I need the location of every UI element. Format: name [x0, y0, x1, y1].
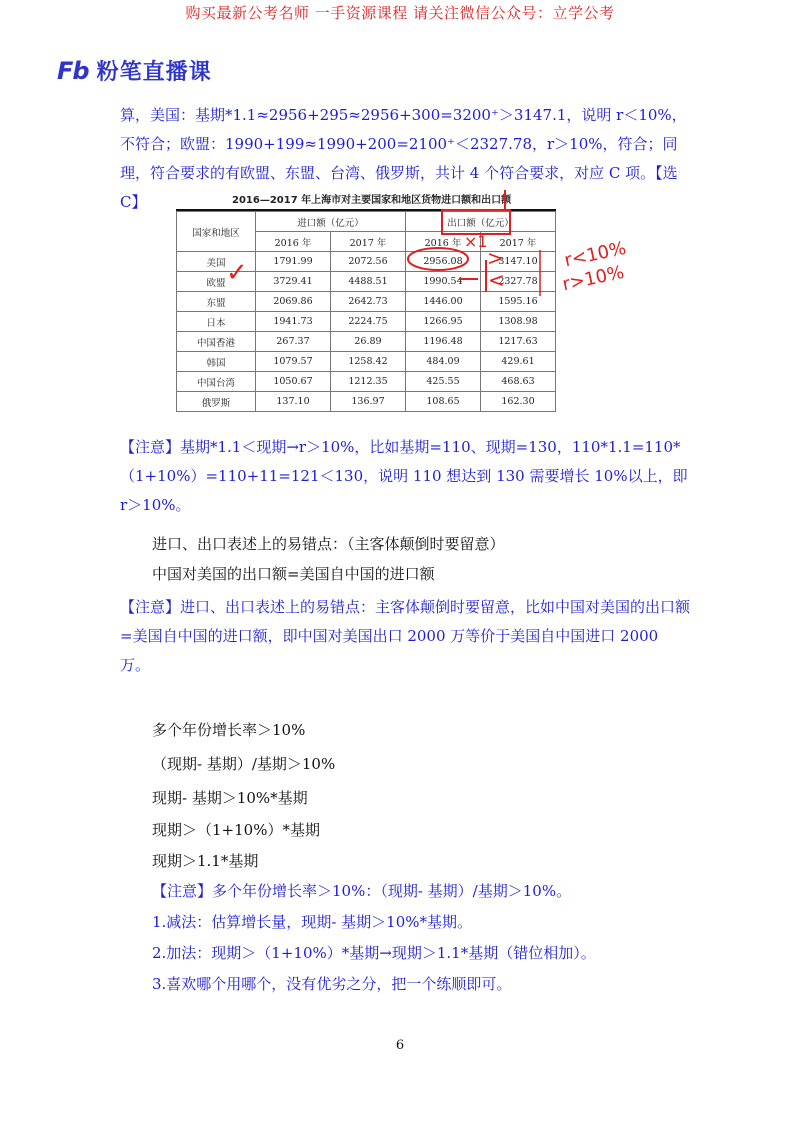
check-icon: ✓ — [226, 258, 248, 288]
year-header: 2017 年 — [481, 232, 556, 252]
value-cell: 1266.95 — [406, 312, 481, 332]
value-cell: 3729.41 — [256, 272, 331, 292]
value-cell: 2069.86 — [256, 292, 331, 312]
value-cell: 2956.08 — [406, 252, 481, 272]
value-cell: 2642.73 — [331, 292, 406, 312]
logo-mark: Fb — [57, 56, 89, 85]
box-export-header — [442, 210, 510, 234]
header-region: 国家和地区 — [177, 212, 256, 252]
value-cell: 1446.00 — [406, 292, 481, 312]
value-cell: 137.10 — [256, 392, 331, 412]
year-header: 2016 年 — [256, 232, 331, 252]
value-cell: 1079.57 — [256, 352, 331, 372]
value-cell: 1791.99 — [256, 252, 331, 272]
value-cell: 1990.54 — [406, 272, 481, 292]
note-paragraph-1: 【注意】基期*1.1＜现期→r＞10%，比如基期=110、现期=130，110*1.1=110*（1+10%）=110+11=121＜130，说明 110 想达到 130 需要增长 10%以上，即 r＞10%。 — [120, 438, 688, 514]
note3-line: 3.喜欢哪个用哪个，没有优劣之分，把一个练顺即可。 — [152, 975, 512, 993]
region-cell: 俄罗斯 — [177, 392, 256, 412]
value-cell: 1308.98 — [481, 312, 556, 332]
page-number: 6 — [395, 1038, 405, 1053]
formula-line: 现期＞（1+10%）*基期 — [152, 821, 320, 839]
value-cell: 1258.42 — [331, 352, 406, 372]
value-cell: 4488.51 — [331, 272, 406, 292]
note3-line: 1.减法：估算增长量，现期- 基期＞10%*基期。 — [152, 913, 472, 931]
value-cell: 2072.56 — [331, 252, 406, 272]
logo-text: 粉笔直播课 — [96, 60, 212, 85]
region-cell: 中国香港 — [177, 332, 256, 352]
header-export: 出口额（亿元） — [406, 212, 556, 232]
value-cell: 1595.16 — [481, 292, 556, 312]
value-cell: 429.61 — [481, 352, 556, 372]
region-cell: 韩国 — [177, 352, 256, 372]
value-cell: 267.37 — [256, 332, 331, 352]
value-cell: 2224.75 — [331, 312, 406, 332]
region-cell: 美国 — [177, 252, 256, 272]
note3-line: 2.加法：现期＞（1+10%）*基期→现期＞1.1*基期（错位相加）。 — [152, 944, 596, 962]
value-cell: 26.89 — [331, 332, 406, 352]
value-cell: 3147.10 — [481, 252, 556, 272]
formula-line: （现期- 基期）/基期＞10% — [152, 755, 336, 773]
year-header: 2016 年 — [406, 232, 481, 252]
circle-2956 — [408, 248, 468, 270]
note3-line: 【注意】多个年份增长率＞10%：（现期- 基期）/基期＞10%。 — [152, 882, 572, 900]
annotation-r-less: r<10% — [562, 237, 629, 272]
value-cell: 162.30 — [481, 392, 556, 412]
annotation-lt: < — [488, 268, 505, 292]
section-title: 进口、出口表述上的易错点：（主客体颠倒时要留意） — [152, 535, 505, 553]
value-cell: 1050.67 — [256, 372, 331, 392]
formula-line: 现期- 基期＞10%*基期 — [152, 789, 308, 807]
header-import: 进口额（亿元） — [256, 212, 406, 232]
value-cell: 1217.63 — [481, 332, 556, 352]
note-paragraph-2: 【注意】进口、出口表述上的易错点：主客体颠倒时要留意，比如中国对美国的出口额=美国自中国的进口额，即中国对美国出口 2000 万等价于美国自中国进口 2000 万。 — [120, 598, 691, 674]
promo-banner: 购买最新公考名师 一手资源课程 请关注微信公众号：立学公考 — [185, 4, 615, 22]
value-cell: 108.65 — [406, 392, 481, 412]
solution-paragraph: 算，美国：基期*1.1≈2956+295≈2956+300=3200⁺＞3147.1，说明 r＜10%，不符合；欧盟：1990+199≈1990+200=2100⁺＜2327.78，r＞10%，符合；同理，符合要求的有欧盟、东盟、台湾、俄罗斯，共计 4 个符合要求，对应 C 项。【选 C】 — [120, 106, 687, 211]
table-title: 2016—2017 年上海市对主要国家和地区货物进口额和出口额 — [176, 193, 556, 211]
section-line: 中国对美国的出口额=美国自中国的进口额 — [152, 565, 435, 583]
value-cell: 468.63 — [481, 372, 556, 392]
region-cell: 东盟 — [177, 292, 256, 312]
annotation-gt: > — [487, 246, 504, 270]
formula-line: 多个年份增长率＞10% — [152, 721, 306, 739]
formula-line: 现期＞1.1*基期 — [152, 852, 259, 870]
value-cell: 425.55 — [406, 372, 481, 392]
value-cell: 2327.78 — [481, 272, 556, 292]
annotation-r-more: r>10% — [560, 261, 627, 296]
annotation-x1: ×1 — [464, 232, 488, 251]
value-cell: 484.09 — [406, 352, 481, 372]
region-cell: 日本 — [177, 312, 256, 332]
value-cell: 1196.48 — [406, 332, 481, 352]
region-cell: 欧盟 — [177, 272, 256, 292]
year-header: 2017 年 — [331, 232, 406, 252]
value-cell: 136.97 — [331, 392, 406, 412]
value-cell: 1941.73 — [256, 312, 331, 332]
value-cell: 1212.35 — [331, 372, 406, 392]
region-cell: 中国台湾 — [177, 372, 256, 392]
